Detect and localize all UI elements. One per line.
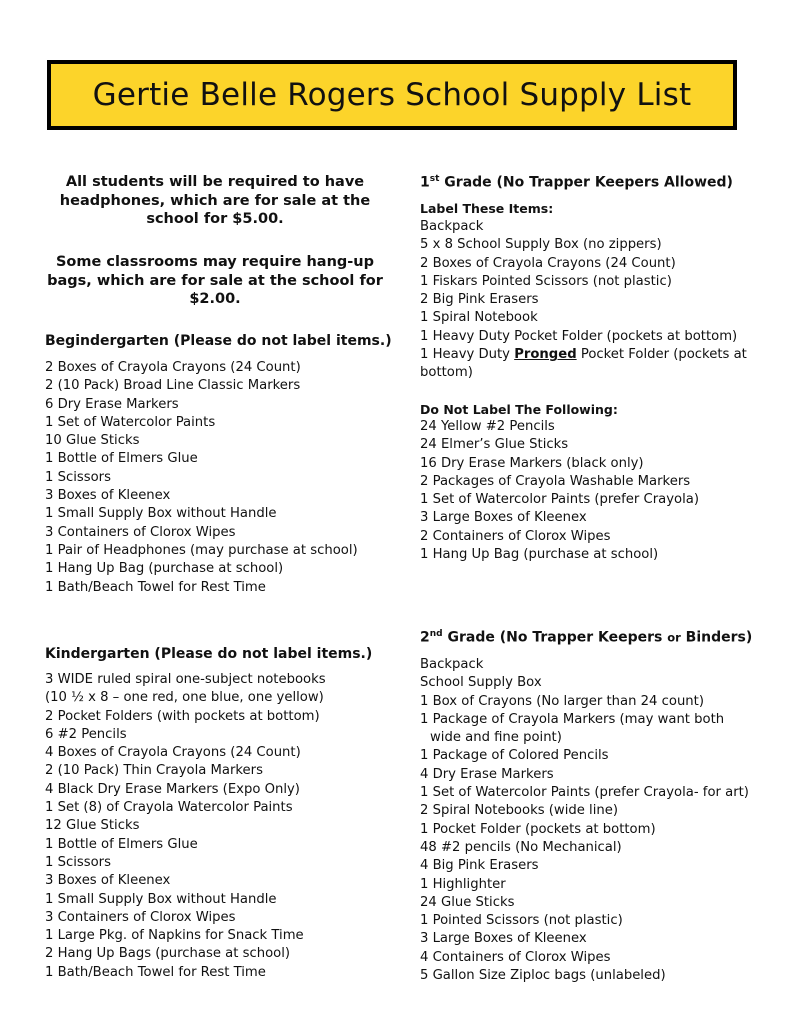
list-item: 5 Gallon Size Ziploc bags (unlabeled) — [420, 968, 666, 984]
list-item: 6 Dry Erase Markers — [45, 396, 179, 412]
list-item: (10 ½ x 8 – one red, one blue, one yellow) — [45, 690, 324, 706]
list-item: 1 Highlighter — [420, 876, 506, 892]
list-item: 3 Boxes of Kleenex — [45, 488, 171, 504]
list-item: 1 Large Pkg. of Napkins for Snack Time — [45, 928, 304, 944]
list-item: 1 Scissors — [45, 469, 111, 485]
list-item: 2 Containers of Clorox Wipes — [420, 528, 611, 544]
list-item: 1 Set of Watercolor Paints (prefer Crayola) — [420, 492, 699, 508]
kindergarten-heading: Kindergarten (Please do not label items.) — [45, 646, 373, 662]
label-items-subheading: Label These Items: — [420, 201, 554, 216]
list-item: 1 Scissors — [45, 854, 111, 870]
list-item: 24 Elmer’s Glue Sticks — [420, 437, 569, 453]
list-item: 1 Pointed Scissors (not plastic) — [420, 913, 623, 929]
list-item: 4 Containers of Clorox Wipes — [420, 949, 611, 965]
list-item: wide and fine point) — [430, 730, 562, 746]
list-item: 12 Glue Sticks — [45, 818, 140, 834]
list-item: 3 Large Boxes of Kleenex — [420, 510, 587, 526]
list-item: 1 Pair of Headphones (may purchase at school) — [45, 542, 358, 558]
list-item: 3 Boxes of Kleenex — [45, 873, 171, 889]
list-item: 1 Bottle of Elmers Glue — [45, 451, 198, 467]
list-item: 6 #2 Pencils — [45, 726, 127, 742]
list-item: 3 WIDE ruled spiral one-subject notebooks — [45, 672, 326, 687]
list-item: 1 Package of Colored Pencils — [420, 748, 609, 764]
list-item: 2 Pocket Folders (with pockets at bottom) — [45, 708, 320, 724]
list-item: 16 Dry Erase Markers (black only) — [420, 455, 644, 471]
list-item: 3 Containers of Clorox Wipes — [45, 524, 236, 540]
list-item: 3 Containers of Clorox Wipes — [45, 909, 236, 925]
list-item: 2 Boxes of Crayola Crayons (24 Count) — [45, 360, 301, 375]
begindergarten-heading: Begindergarten (Please do not label items.) — [45, 333, 392, 349]
list-item: 1 Bath/Beach Towel for Rest Time — [45, 964, 266, 980]
list-item: 2 (10 Pack) Thin Crayola Markers — [45, 763, 263, 779]
list-item: 5 x 8 School Supply Box (no zippers) — [420, 237, 662, 253]
list-item: 1 Spiral Notebook — [420, 310, 538, 326]
list-item: 1 Small Supply Box without Handle — [45, 506, 277, 522]
list-item: 2 (10 Pack) Broad Line Classic Markers — [45, 378, 301, 394]
list-item: 2 Packages of Crayola Washable Markers — [420, 473, 691, 489]
list-item: 1 Bath/Beach Towel for Rest Time — [45, 579, 266, 595]
list-item: 1 Box of Crayons (No larger than 24 count) — [420, 693, 704, 709]
list-item: 1 Set (8) of Crayola Watercolor Paints — [45, 800, 293, 816]
list-item: School Supply Box — [420, 675, 542, 691]
list-item: 4 Big Pink Erasers — [420, 858, 539, 874]
list-item: 2 Spiral Notebooks (wide line) — [420, 803, 618, 819]
list-item: 1 Bottle of Elmers Glue — [45, 836, 198, 852]
first-grade-label-list — [420, 218, 765, 383]
list-item: 1 Pocket Folder (pockets at bottom) — [420, 821, 656, 837]
list-item: 4 Dry Erase Markers — [420, 766, 554, 782]
list-item: 1 Set of Watercolor Paints — [45, 414, 216, 430]
list-item: 4 Black Dry Erase Markers (Expo Only) — [45, 781, 300, 797]
list-item: 2 Boxes of Crayola Crayons (24 Count) — [420, 255, 676, 271]
pronged-emphasis: Pronged — [514, 347, 577, 363]
do-not-label-subheading: Do Not Label The Following: — [420, 402, 618, 417]
list-item: 2 Hang Up Bags (purchase at school) — [45, 946, 291, 962]
list-item: 10 Glue Sticks — [45, 433, 140, 449]
second-grade-list — [420, 656, 749, 985]
list-item: 1 Hang Up Bag (purchase at school) — [420, 547, 659, 563]
list-item: 1 Fiskars Pointed Scissors (not plastic) — [420, 273, 672, 289]
first-grade-heading: 1st Grade (No Trapper Keepers Allowed) — [420, 174, 733, 191]
list-item: 1 Small Supply Box without Handle — [45, 891, 277, 907]
list-item: 1 Set of Watercolor Paints (prefer Crayola- for art) — [420, 785, 749, 801]
list-item: 1 Heavy Duty Pronged Pocket Folder (pockets at bottom) — [420, 347, 747, 381]
list-item: 2 Big Pink Erasers — [420, 292, 539, 308]
first-grade-nolabel-list — [420, 418, 699, 564]
list-item: 1 Package of Crayola Markers (may want both — [420, 711, 725, 727]
second-grade-heading: 2nd Grade (No Trapper Keepers or Binders) — [420, 629, 753, 646]
list-item: Backpack — [420, 219, 484, 234]
list-item: Backpack — [420, 657, 484, 672]
list-item: 48 #2 pencils (No Mechanical) — [420, 839, 622, 855]
list-item: 3 Large Boxes of Kleenex — [420, 931, 587, 947]
list-item: 24 Glue Sticks — [420, 894, 515, 910]
list-item: 4 Boxes of Crayola Crayons (24 Count) — [45, 745, 301, 761]
list-item: 1 Hang Up Bag (purchase at school) — [45, 561, 284, 577]
begindergarten-list — [45, 359, 358, 597]
page-title: Gertie Belle Rogers School Supply List — [92, 77, 692, 113]
kindergarten-list — [45, 671, 326, 982]
hangup-bag-notice: Some classrooms may require hang-up bags, which are for sale at the school for $2.00. — [47, 254, 383, 307]
list-item: 1 Heavy Duty Pocket Folder (pockets at bottom) — [420, 328, 738, 344]
headphones-notice: All students will be required to have headphones, which are for sale at the school for $5.00. — [59, 174, 371, 227]
list-item: 24 Yellow #2 Pencils — [420, 419, 555, 434]
title-banner — [47, 60, 737, 130]
